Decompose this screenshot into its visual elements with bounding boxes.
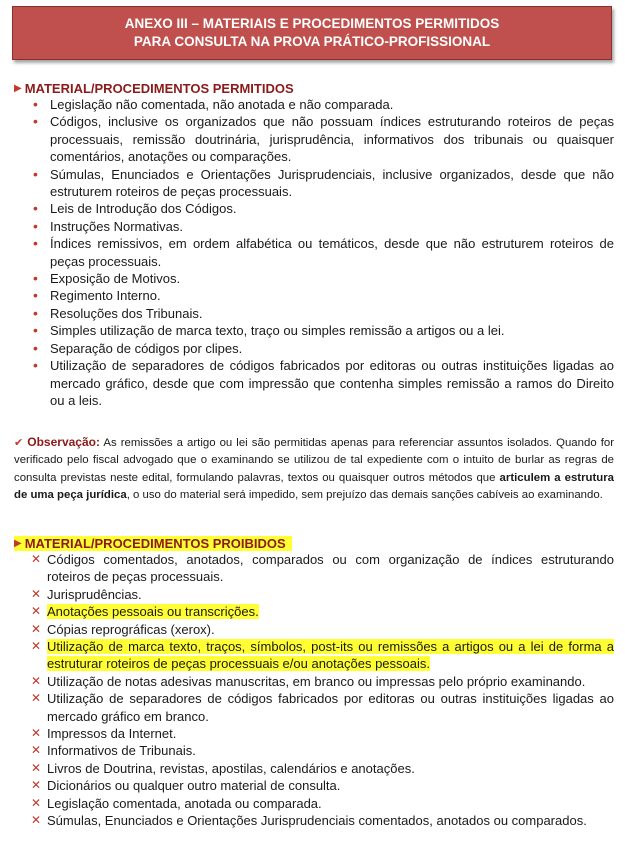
- prohibited-section: [14, 535, 614, 830]
- prohibited-list: [14, 551, 614, 830]
- x-mark-icon: ✕: [31, 795, 42, 810]
- list-item: • Leis de Introdução dos Códigos.: [14, 200, 614, 217]
- list-item: ✕ Súmulas, Enunciados e Orientações Jurisprudenciais comentados, anotados ou comparados.: [31, 813, 587, 829]
- list-item: ✕ Utilização de notas adesivas manuscritas, em branco ou impressas pelo próprio examinando.: [31, 673, 586, 689]
- list-item: • Códigos, inclusive os organizados que não possuam índices estruturando roteiros de peças processuais, remissão doutrinária, jurisprudência, informativos dos tribunais ou quaisquer comentários, anotações ou comparações.: [14, 113, 614, 165]
- permitted-section: [14, 80, 614, 409]
- x-mark-icon: ✕: [31, 586, 42, 601]
- list-item: ✕ Cópias reprográficas (xerox).: [31, 621, 215, 637]
- triangle-right-icon: ▶: [14, 82, 22, 94]
- list-item: • Resoluções dos Tribunais.: [14, 305, 614, 322]
- permitted-heading-text: MATERIAL/PROCEDIMENTOS PERMITIDOS: [24, 80, 294, 96]
- list-item: ✕ Legislação comentada, anotada ou comparada.: [31, 795, 322, 811]
- x-mark-icon: ✕: [31, 552, 42, 566]
- list-item: ✕ Utilização de separadores de códigos fabricados por editoras ou outras instituições ligadas ao mercado gráfico em branco.: [31, 691, 614, 724]
- permitted-list: [14, 96, 614, 409]
- observation-text-after: , o uso do material será impedido, sem prejuízo das demais sanções cabíveis ao examinando.: [126, 489, 603, 502]
- highlighted-text: Anotações pessoais ou transcrições.: [47, 604, 259, 620]
- x-mark-icon: ✕: [31, 621, 42, 636]
- annex-title-line-1: ANEXO III – MATERIAIS E PROCEDIMENTOS PERMITIDOS: [124, 16, 500, 31]
- list-item: ✕ Informativos de Tribunais.: [31, 743, 196, 759]
- highlighted-text: Utilização de marca texto, traços, símbolos, post-its ou remissões a artigos ou a lei de forma a estruturar roteiros de peças processuais e/ou anotações pessoais.: [47, 639, 614, 672]
- x-mark-icon: ✕: [31, 673, 42, 688]
- list-item: • Exposição de Motivos.: [14, 270, 614, 287]
- list-item: • Índices remissivos, em ordem alfabética ou temáticos, desde que não estruturem roteiros de peças processuais.: [14, 235, 614, 270]
- observation-label: Observação:: [27, 435, 100, 449]
- x-mark-icon: ✕: [31, 726, 42, 741]
- observation-paragraph: [14, 434, 614, 505]
- list-item: ✕ Dicionários ou qualquer outro material de consulta.: [31, 778, 341, 794]
- triangle-right-icon: ▶: [14, 537, 22, 549]
- list-item: [14, 603, 614, 620]
- checkmark-icon: ✔: [14, 437, 24, 449]
- list-item: [14, 638, 614, 673]
- annex-title-banner: [12, 6, 612, 60]
- list-item: • Simples utilização de marca texto, traço ou simples remissão a artigos ou a lei.: [14, 322, 614, 339]
- list-item: • Legislação não comentada, não anotada e não comparada.: [14, 96, 614, 113]
- x-mark-icon: ✕: [31, 778, 42, 793]
- annex-title-line-2: PARA CONSULTA NA PROVA PRÁTICO-PROFISSIONAL: [133, 34, 491, 49]
- x-mark-icon: ✕: [31, 743, 42, 758]
- observation-text-bold: articulem a estrutura de uma peça jurídica: [14, 471, 615, 502]
- x-mark-icon: ✕: [31, 604, 42, 619]
- list-item: ✕ Jurisprudências.: [31, 586, 142, 602]
- prohibited-heading: [14, 535, 614, 551]
- permitted-heading: [14, 80, 614, 96]
- list-item: • Separação de códigos por clipes.: [14, 340, 614, 357]
- list-item: • Instruções Normativas.: [14, 218, 614, 235]
- observation-text-before: As remissões a artigo ou lei são permitidas apenas para referenciar assuntos isolados. Quando for verificado pelo fiscal advogado que o examinando se utilizou de tal expediente com o intuito de burlar as regras de consulta previstas neste edital, formulando palavras, textos ou quaisquer outros métodos que: [14, 437, 614, 484]
- list-item: • Súmulas, Enunciados e Orientações Jurisprudenciais, inclusive organizados, desde que não estruturem roteiros de peças processuais.: [14, 166, 614, 201]
- prohibited-heading-text: MATERIAL/PROCEDIMENTOS PROIBIDOS: [24, 535, 286, 551]
- x-mark-icon: ✕: [31, 760, 42, 775]
- list-item: ✕ Livros de Doutrina, revistas, apostilas, calendários e anotações.: [31, 760, 415, 776]
- x-mark-icon: ✕: [31, 639, 42, 654]
- list-item: • Utilização de separadores de códigos fabricados por editoras ou outras instituições ligadas ao mercado gráfico, desde que com impressão que contenha simples remissão a ramos do Direito ou a leis.: [14, 357, 614, 409]
- x-mark-icon: ✕: [31, 813, 42, 828]
- list-item: • Regimento Interno.: [14, 287, 614, 304]
- list-item: ✕ Códigos comentados, anotados, comparados ou com organização de índices estruturando roteiros de peças processuais.: [31, 552, 614, 585]
- x-mark-icon: ✕: [31, 691, 42, 706]
- list-item: ✕ Impressos da Internet.: [31, 726, 177, 742]
